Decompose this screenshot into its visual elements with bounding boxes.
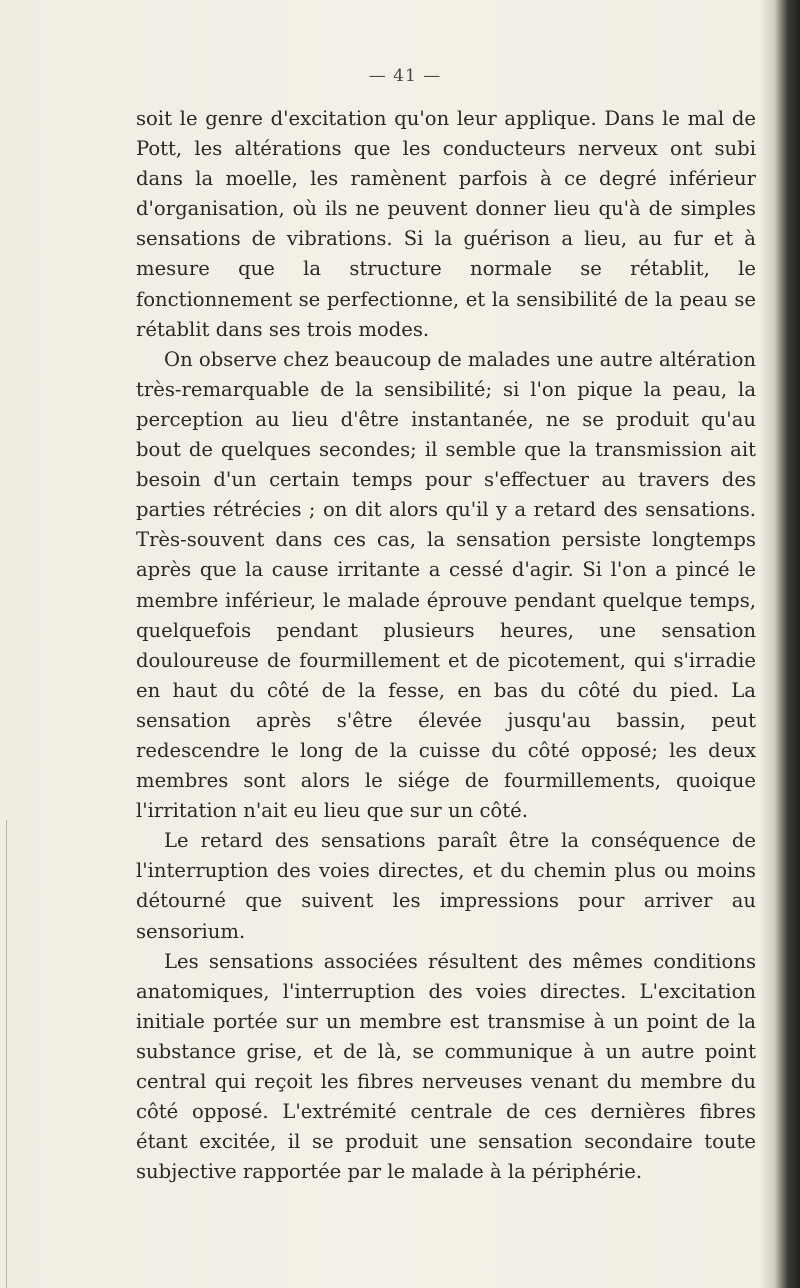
body-text — [136, 104, 756, 1187]
paragraph-3: Le retard des sensations paraît être la conséquence de l'interruption des voies directes, et du chemin plus ou moins détourné que suivent les impressions pour arriver au sensorium. — [136, 829, 756, 943]
binding-edge — [774, 0, 800, 1288]
paragraph-2: On observe chez beaucoup de malades une autre altération très-remarquable de la sensibilité; si l'on pique la peau, la perception au lieu d'être instantanée, ne se produit qu'au bout de quelques secondes; il semble que la transmission ait besoin d'un certain temps pour s'effectuer au travers des parties rétrécies ; on dit alors qu'il y a retard des sensations. Très-souvent dans ces cas, la sensation persiste longtemps après que la cause irritante a cessé d'agir. Si l'on a pincé le membre inférieur, le malade éprouve pendant quelque temps, quelquefois pendant plusieurs heures, une sensation douloureuse de fourmillement et de picotement, qui s'irradie en haut du côté de la fesse, en bas du côté du pied. La sensation après s'être élevée jusqu'au bassin, peut redescendre le long de la cuisse du côté opposé; les deux membres sont alors le siége de fourmillements, quoique l'irritation n'ait eu lieu que sur un côté. — [136, 347, 756, 823]
binding-shadow — [760, 0, 774, 1288]
page-number: — 41 — — [368, 66, 442, 86]
left-margin-rule — [6, 820, 7, 1288]
paragraph-1: soit le genre d'excitation qu'on leur applique. Dans le mal de Pott, les altérations que les conducteurs nerveux ont subi dans la moelle, les ramènent parfois à ce degré inférieur d'organisation, où ils ne peuvent donner lieu qu'à de simples sensations de vibrations. Si la guérison a lieu, au fur et à mesure que la structure normale se rétablit, le fonctionnement se perfectionne, et la sensibilité de la peau se rétablit dans ses trois modes. — [136, 107, 756, 341]
paragraph-4: Les sensations associées résultent des mêmes conditions anatomiques, l'interruption des voies directes. L'excitation initiale portée sur un membre est transmise à un point de la substance grise, et de là, se communique à un autre point central qui reçoit les fibres nerveuses venant du membre du côté opposé. L'extrémité centrale de ces dernières fibres étant excitée, il se produit une sensation secondaire toute subjective rapportée par le malade à la périphérie. — [136, 949, 756, 1184]
